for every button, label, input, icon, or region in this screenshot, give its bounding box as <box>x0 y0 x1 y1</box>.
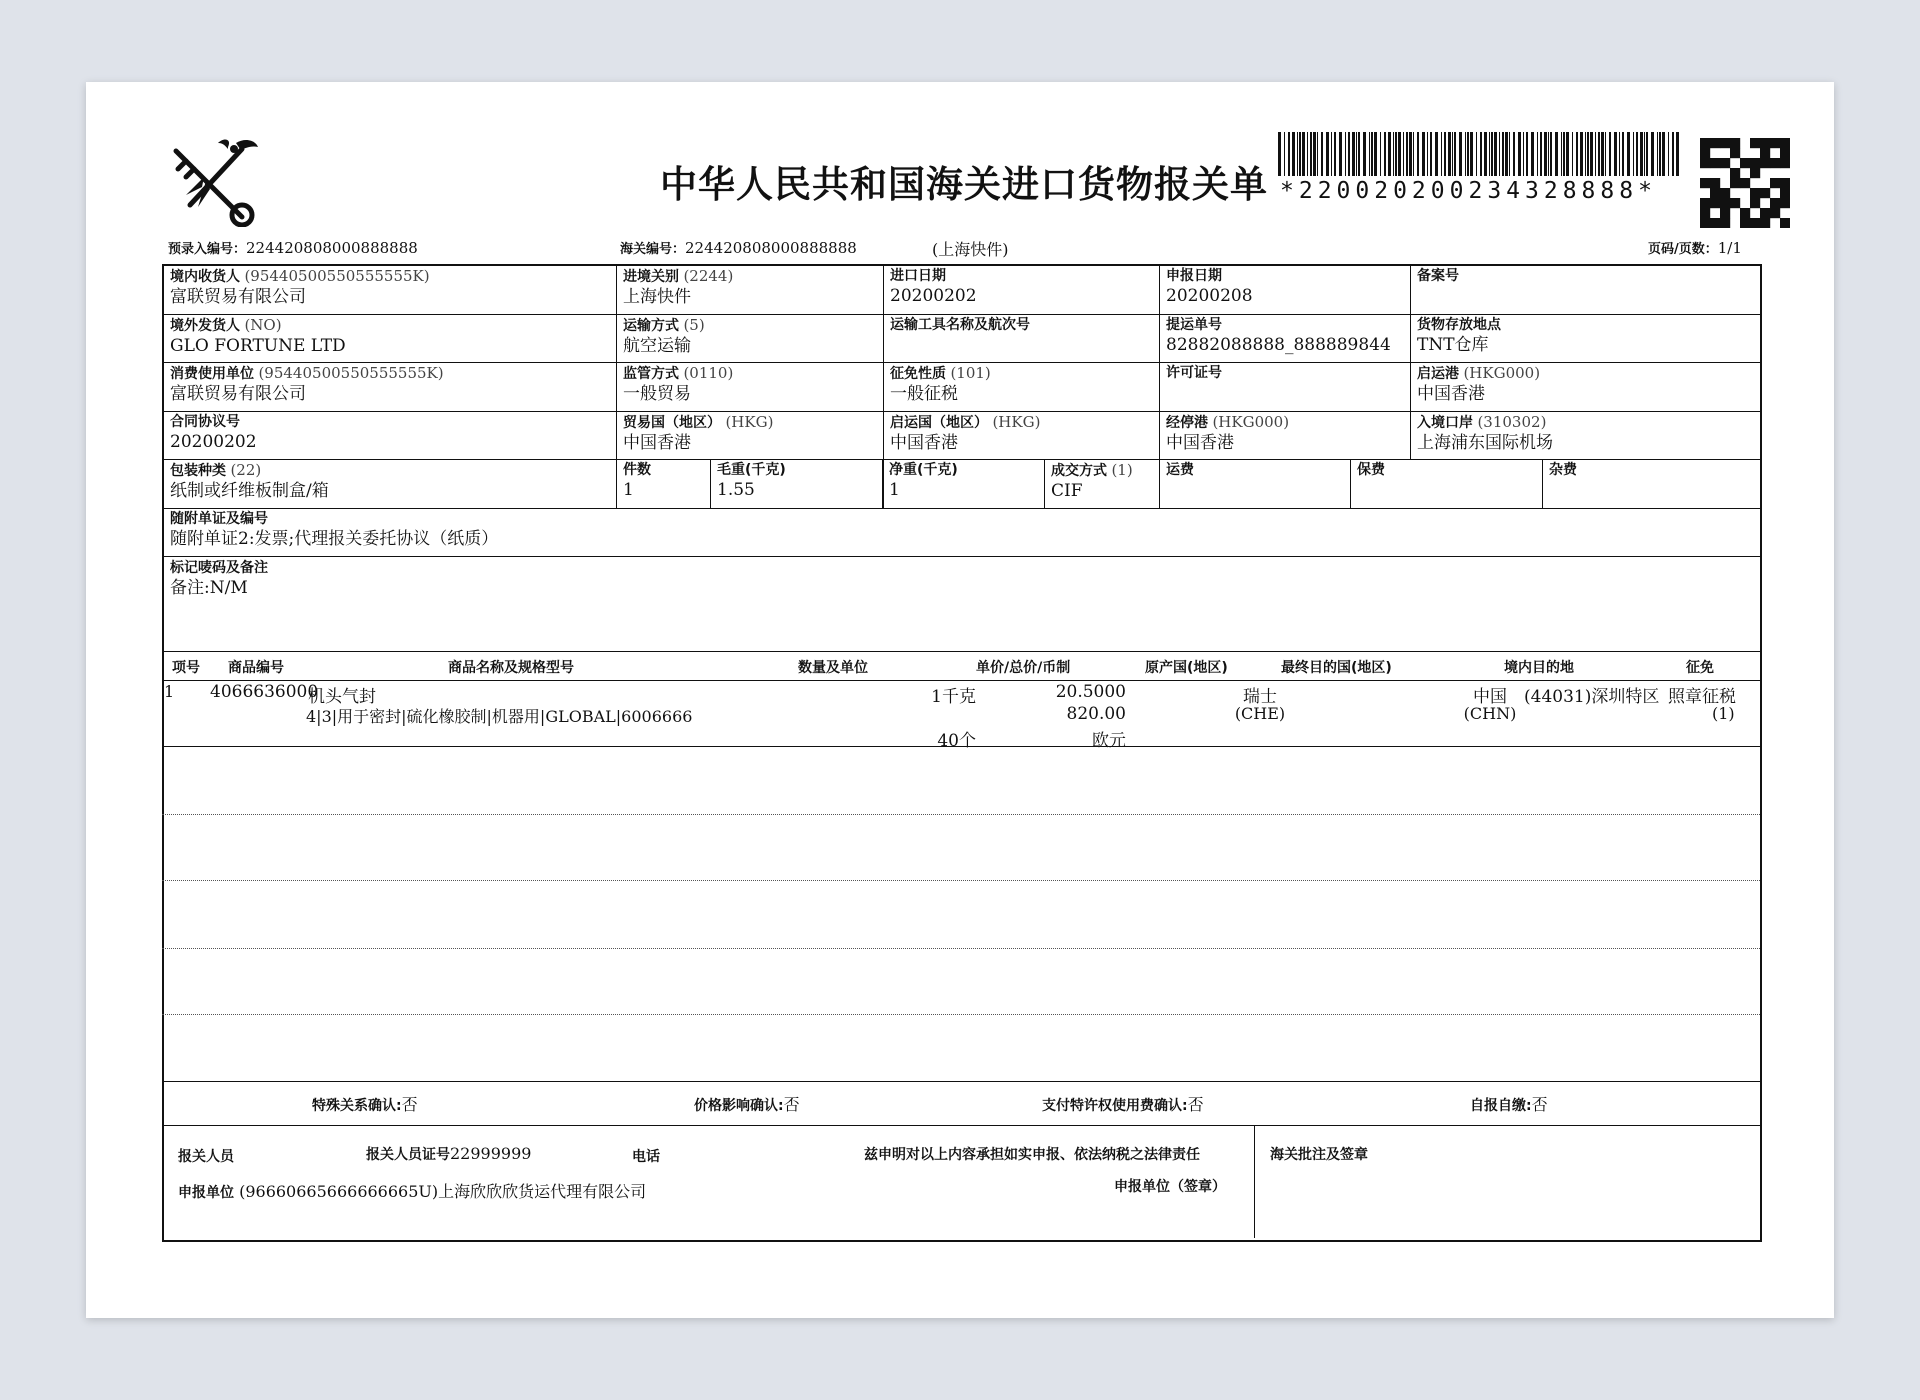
customs-approval-label: 海关批注及签章 <box>1270 1147 1368 1163</box>
field-transit-port: 经停港 (HKG000) 中国香港 <box>1166 413 1290 453</box>
goods-header-destination: 最终目的国(地区) <box>1281 660 1392 676</box>
field-departure-port: 启运港 (HKG000) 中国香港 <box>1417 364 1541 404</box>
field-departure-country: 启运国（地区） (HKG) 中国香港 <box>890 413 1041 453</box>
goods-total-price: 820.00 <box>1066 704 1126 724</box>
goods-destination: 中国 <box>1473 687 1507 707</box>
field-package-count: 件数 1 <box>623 462 651 500</box>
goods-spec: 4|3|用于密封|硫化橡胶制|机器用|GLOBAL|6006666 <box>306 707 693 726</box>
goods-header-exemption: 征免 <box>1686 660 1714 676</box>
goods-hs-code: 4066636000 <box>210 682 319 702</box>
customs-emblem-icon <box>166 137 258 227</box>
field-domestic-consignee: 境内收货人 (95440500550555555K) 富联贸易有限公司 <box>170 267 430 307</box>
barcode-icon <box>1278 132 1682 176</box>
goods-unit-price: 20.5000 <box>1055 682 1126 702</box>
field-entry-port: 进境关别 (2244) 上海快件 <box>623 267 734 307</box>
field-bill-of-lading: 提运单号 82882088888_888889844 <box>1166 317 1391 355</box>
goods-header-price: 单价/总价/币制 <box>976 660 1071 676</box>
field-storage-location: 货物存放地点 TNT仓库 <box>1417 317 1501 355</box>
goods-qty-legal: 1千克 <box>931 687 976 707</box>
document-title: 中华人民共和国海关进口货物报关单 <box>660 163 1268 206</box>
field-contract-number: 合同协议号 20200202 <box>170 414 257 452</box>
field-net-weight: 净重(千克) 1 <box>889 462 958 500</box>
field-conveyance-voyage: 运输工具名称及航次号 <box>890 317 1030 333</box>
field-package-type: 包装种类 (22) 纸制或纤维板制盒/箱 <box>170 461 329 501</box>
field-declaration-date: 申报日期 20200208 <box>1166 268 1253 306</box>
field-misc-charges: 杂费 <box>1549 462 1577 478</box>
goods-header-origin: 原产国(地区) <box>1145 660 1228 676</box>
goods-exemption-code: (1) <box>1712 704 1735 723</box>
field-import-date: 进口日期 20200202 <box>890 268 977 306</box>
goods-header-no: 项号 <box>172 660 200 676</box>
field-supervision-mode: 监管方式 (0110) 一般贸易 <box>623 364 734 404</box>
field-attached-documents: 随附单证及编号 随附单证2:发票;代理报关委托协议（纸质） <box>170 511 499 549</box>
phone-label: 电话 <box>632 1149 660 1165</box>
declaration-statement: 兹申明对以上内容承担如实申报、依法纳税之法律责任 <box>864 1147 1200 1163</box>
declaration-sheet <box>86 82 1834 1318</box>
barcode-text: *220020200234328888* <box>1280 178 1657 204</box>
royalty-confirm: 支付特许权使用费确认:否 <box>1042 1095 1204 1114</box>
goods-qty-declared: 40个 <box>937 731 976 751</box>
special-relation-confirm: 特殊关系确认:否 <box>312 1095 418 1114</box>
declarant-cert: 报关人员证号22999999 <box>366 1144 532 1163</box>
goods-destination-code: (CHN) <box>1463 704 1517 723</box>
page-indicator: 页码/页数：1/1 <box>1648 239 1742 257</box>
goods-no: 1 <box>164 682 175 701</box>
price-impact-confirm: 价格影响确认:否 <box>694 1095 800 1114</box>
field-consumer-unit: 消费使用单位 (95440500550555555K) 富联贸易有限公司 <box>170 364 444 404</box>
goods-header-domestic: 境内目的地 <box>1504 660 1574 676</box>
field-freight: 运费 <box>1166 462 1194 478</box>
qr-code-icon <box>1700 138 1790 228</box>
declaring-unit: 申报单位 (96660665666666665U)上海欣欣欣货运代理有限公司 <box>178 1182 647 1201</box>
declarant-label: 报关人员 <box>178 1149 234 1165</box>
field-transport-mode: 运输方式 (5) 航空运输 <box>623 316 705 356</box>
field-gross-weight: 毛重(千克) 1.55 <box>717 462 786 500</box>
goods-domestic-destination: (44031)深圳特区 <box>1524 687 1660 707</box>
self-declare-confirm: 自报自缴:否 <box>1470 1095 1548 1114</box>
goods-origin: 瑞士 <box>1243 687 1277 707</box>
customs-number: 海关编号：224420808000888888 <box>620 239 857 257</box>
goods-header-hs: 商品编号 <box>228 660 284 676</box>
field-insurance: 保费 <box>1357 462 1385 478</box>
field-levy-nature: 征免性质 (101) 一般征税 <box>890 364 991 404</box>
customs-office: (上海快件) <box>932 240 1009 259</box>
field-license-number: 许可证号 <box>1166 365 1222 381</box>
goods-origin-code: (CHE) <box>1234 704 1286 723</box>
seal-label: 申报单位（签章） <box>1114 1179 1226 1195</box>
goods-header-name: 商品名称及规格型号 <box>448 660 574 676</box>
field-overseas-consignor: 境外发货人 (NO) GLO FORTUNE LTD <box>170 316 346 356</box>
goods-name: 机头气封 <box>308 687 376 707</box>
field-marks-remarks: 标记唛码及备注 备注:N/M <box>170 560 268 598</box>
goods-header-qty: 数量及单位 <box>798 660 868 676</box>
goods-currency: 欧元 <box>1092 731 1126 751</box>
field-transaction-mode: 成交方式 (1) CIF <box>1051 461 1133 501</box>
field-record-number: 备案号 <box>1417 268 1459 284</box>
goods-exemption: 照章征税 <box>1668 687 1736 707</box>
field-trading-country: 贸易国（地区） (HKG) 中国香港 <box>623 413 774 453</box>
pre-entry-number: 预录入编号：224420808000888888 <box>168 239 418 257</box>
field-entry-checkpoint: 入境口岸 (310302) 上海浦东国际机场 <box>1417 413 1553 453</box>
